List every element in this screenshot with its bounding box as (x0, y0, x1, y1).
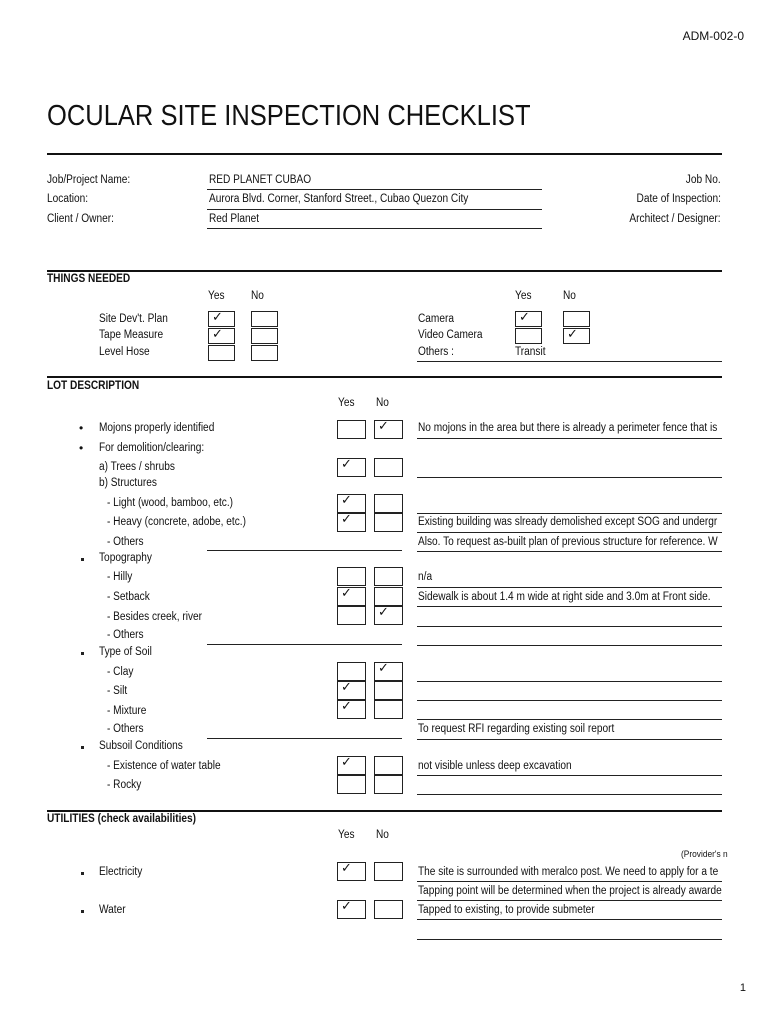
checkbox-no[interactable] (374, 567, 403, 586)
bullet-icon (81, 652, 84, 655)
remark-text[interactable]: The site is surrounded with meralco post. We need to apply for a te (418, 866, 719, 878)
item-label: Level Hose (99, 346, 150, 358)
section-divider (47, 376, 722, 378)
row-label: - Light (wood, bamboo, etc.) (107, 497, 234, 509)
bullet-icon (81, 746, 84, 749)
remark-underline (417, 681, 722, 682)
checkbox-yes[interactable] (337, 862, 366, 881)
row-label: - Setback (107, 591, 150, 603)
section-heading-utilities: UTILITIES (check availabilities) (47, 813, 197, 825)
field-value-client[interactable]: Red Planet (209, 213, 260, 225)
checkbox-no[interactable] (563, 311, 590, 327)
checkbox-no[interactable] (374, 775, 403, 794)
row-label: - Silt (107, 685, 128, 697)
checkbox-yes[interactable] (337, 606, 366, 625)
others-value[interactable]: Transit (515, 346, 546, 358)
checkbox-yes[interactable] (337, 700, 366, 719)
checkmark-icon: ✓ (212, 327, 223, 342)
row-label: - Existence of water table (107, 760, 221, 772)
checkmark-icon: ✓ (212, 310, 223, 325)
column-header-no: No (563, 290, 576, 302)
remark-underline (417, 700, 722, 701)
page-title: OCULAR SITE INSPECTION CHECKLIST (47, 100, 531, 132)
remark-text[interactable]: Existing building was slready demolished except SOG and undergr (418, 516, 718, 528)
checkmark-icon: ✓ (341, 586, 352, 601)
bullet-icon (81, 910, 84, 913)
remark-underline (417, 477, 722, 478)
row-label: a) Trees / shrubs (99, 461, 175, 473)
remark-text[interactable]: Tapping point will be determined when the project is already awarde (418, 885, 722, 897)
column-header-yes: Yes (515, 290, 532, 302)
checkbox-no[interactable] (374, 662, 403, 681)
row-label: Type of Soil (99, 646, 152, 658)
field-underline (417, 361, 722, 362)
remark-underline (417, 587, 722, 588)
row-label: Mojons properly identified (99, 422, 215, 434)
checkbox-yes[interactable] (337, 587, 366, 606)
field-label-architect: Architect / Designer: (629, 213, 721, 225)
column-header-no: No (376, 829, 389, 841)
checkbox-no[interactable] (251, 345, 278, 361)
item-label: Tape Measure (99, 329, 164, 341)
remark-underline (417, 645, 722, 646)
checkmark-icon: ✓ (341, 861, 352, 876)
checkmark-icon: ✓ (341, 699, 352, 714)
remark-underline (417, 794, 722, 795)
checkbox-yes[interactable] (337, 775, 366, 794)
checkbox-no[interactable] (563, 328, 590, 344)
remark-text[interactable]: To request RFI regarding existing soil report (418, 723, 615, 735)
row-label: For demolition/clearing: (99, 442, 205, 454)
remark-underline (417, 775, 722, 776)
checkmark-icon: ✓ (341, 512, 352, 527)
checkbox-no[interactable] (374, 756, 403, 775)
remark-text[interactable]: n/a (418, 571, 433, 583)
checkmark-icon: ✓ (519, 310, 530, 325)
remark-text[interactable]: No mojons in the area but there is already a perimeter fence that is (418, 422, 718, 434)
title-divider (47, 153, 722, 155)
remark-underline (417, 626, 722, 627)
checkbox-no[interactable] (374, 862, 403, 881)
row-label: Electricity (99, 866, 143, 878)
checkbox-no[interactable] (374, 587, 403, 606)
providers-note: (Provider's n (681, 849, 728, 860)
checkbox-no[interactable] (251, 311, 278, 327)
field-label-client: Client / Owner: (47, 213, 114, 225)
checkbox-no[interactable] (374, 458, 403, 477)
field-label-date: Date of Inspection: (636, 193, 721, 205)
remark-text[interactable]: not visible unless deep excavation (418, 760, 572, 772)
checkbox-yes[interactable] (337, 900, 366, 919)
remark-underline (417, 939, 722, 940)
field-label-location: Location: (47, 193, 89, 205)
bullet-icon: • (79, 421, 84, 435)
remark-underline (417, 438, 722, 439)
item-label: Others : (418, 346, 454, 358)
column-header-no: No (376, 397, 389, 409)
remark-underline (417, 532, 722, 533)
checkbox-yes[interactable] (208, 345, 235, 361)
checkbox-yes[interactable] (515, 311, 542, 327)
row-label: - Others (107, 536, 144, 548)
bullet-icon (81, 558, 84, 561)
row-label: Topography (99, 552, 152, 564)
checkbox-yes[interactable] (337, 513, 366, 532)
checkmark-icon: ✓ (341, 755, 352, 770)
row-label: Subsoil Conditions (99, 740, 183, 752)
checkbox-yes[interactable] (337, 567, 366, 586)
column-header-yes: Yes (338, 829, 355, 841)
checkbox-yes[interactable] (515, 328, 542, 344)
field-underline (207, 228, 542, 229)
field-value-location[interactable]: Aurora Blvd. Corner, Stanford Street., Cubao Quezon City (209, 193, 469, 205)
remark-text[interactable]: Also. To request as-built plan of previous structure for reference. W (418, 536, 718, 548)
remark-underline (417, 513, 722, 514)
checkmark-icon: ✓ (341, 680, 352, 695)
remark-underline (417, 900, 722, 901)
remark-underline (417, 919, 722, 920)
page-number: 1 (739, 982, 746, 994)
checkbox-yes[interactable] (337, 662, 366, 681)
section-heading-lot-description: LOT DESCRIPTION (47, 380, 140, 392)
checkbox-yes[interactable] (208, 311, 235, 327)
field-value-project[interactable]: RED PLANET CUBAO (209, 174, 312, 186)
document-code: ADM-002-0 (682, 29, 744, 43)
row-label: b) Structures (99, 477, 157, 489)
checkbox-yes[interactable] (337, 756, 366, 775)
row-label: - Hilly (107, 571, 133, 583)
checkmark-icon: ✓ (341, 899, 352, 914)
checkmark-icon: ✓ (341, 493, 352, 508)
checkbox-yes[interactable] (337, 681, 366, 700)
checkbox-no[interactable] (374, 900, 403, 919)
row-label: - Others (107, 629, 144, 641)
checkbox-no[interactable] (251, 328, 278, 344)
remark-underline (417, 551, 722, 552)
remark-underline (417, 739, 722, 740)
checkmark-icon: ✓ (378, 605, 389, 620)
bullet-icon (81, 872, 84, 875)
checkbox-no[interactable] (374, 700, 403, 719)
column-header-yes: Yes (208, 290, 225, 302)
row-label: - Others (107, 723, 144, 735)
section-divider (47, 810, 722, 812)
remark-underline (417, 881, 722, 882)
checkbox-no[interactable] (374, 681, 403, 700)
field-label-project: Job/Project Name: (47, 174, 131, 186)
others-underline (207, 738, 402, 739)
column-header-yes: Yes (338, 397, 355, 409)
checkmark-icon: ✓ (341, 457, 352, 472)
others-underline (207, 644, 402, 645)
item-label: Camera (418, 313, 454, 325)
bullet-icon: • (79, 441, 84, 455)
item-label: Site Dev't. Plan (99, 313, 168, 325)
section-heading-things-needed: THINGS NEEDED (47, 273, 131, 285)
remark-underline (417, 606, 722, 607)
remark-text[interactable]: Tapped to existing, to provide submeter (418, 904, 595, 916)
checkbox-no[interactable] (374, 420, 403, 439)
remark-text[interactable]: Sidewalk is about 1.4 m wide at right side and 3.0m at Front side. (418, 591, 711, 603)
row-label: - Mixture (107, 705, 147, 717)
others-underline (207, 550, 402, 551)
checkbox-yes[interactable] (337, 420, 366, 439)
checkbox-yes[interactable] (208, 328, 235, 344)
field-underline (207, 189, 542, 190)
remark-underline (417, 719, 722, 720)
field-underline (207, 209, 542, 210)
checkmark-icon: ✓ (567, 327, 578, 342)
column-header-no: No (251, 290, 264, 302)
checkbox-yes[interactable] (337, 458, 366, 477)
checkbox-yes[interactable] (337, 494, 366, 513)
row-label: - Heavy (concrete, adobe, etc.) (107, 516, 246, 528)
checkmark-icon: ✓ (378, 661, 389, 676)
checkbox-no[interactable] (374, 494, 403, 513)
row-label: - Rocky (107, 779, 142, 791)
checkbox-no[interactable] (374, 606, 403, 625)
item-label: Video Camera (418, 329, 483, 341)
field-label-job-no: Job No. (686, 174, 721, 186)
checkmark-icon: ✓ (378, 419, 389, 434)
section-divider (47, 270, 722, 272)
row-label: Water (99, 904, 126, 916)
row-label: - Clay (107, 666, 134, 678)
checkbox-no[interactable] (374, 513, 403, 532)
row-label: - Besides creek, river (107, 611, 203, 623)
